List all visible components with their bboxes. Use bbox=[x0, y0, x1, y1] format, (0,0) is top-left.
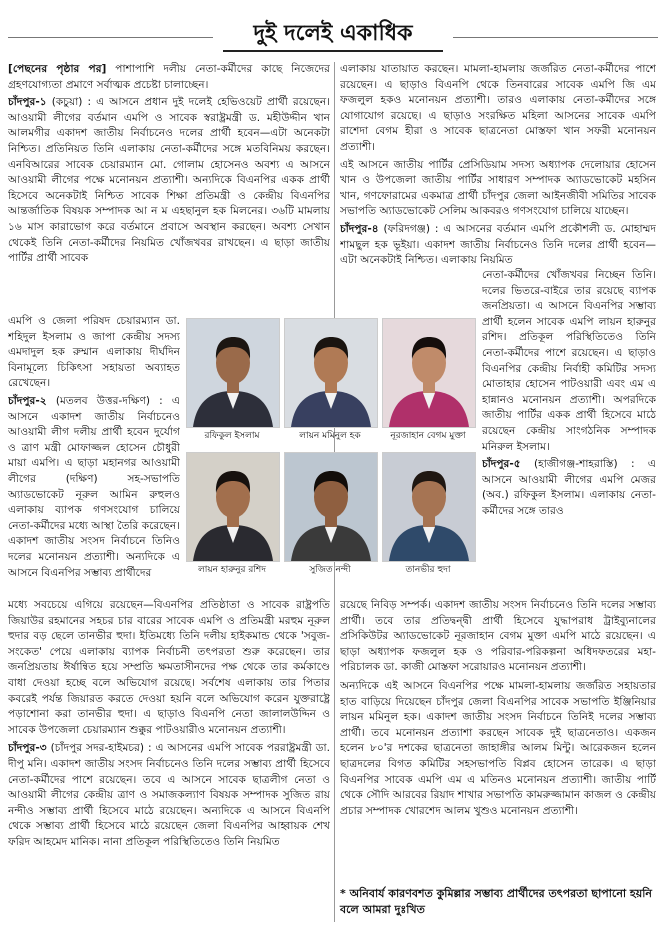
right-narrow-cont: নেতা-কর্মীদের খোঁজখবর নিচ্ছেন তিনি। দলের ভিতরে-বাইরে তার রয়েছে ব্যাপক জনপ্রিয়তা। এ আসনে বিএনপির সম্ভাব্য প্রার্থী হলেন সাবেক এমপি লায়ন হারুনুর রশিদ। প্রতিকূল পরিস্থিতিতেও তিনি নেতা-কর্মীদের পাশে রয়েছেন। এ ছাড়াও বিএনপির কেন্দ্রীয় নির্বাহী কমিটির সদস্য মোতাহার হোসেন পাটওয়ারী এবং এম এ হান্নানও মনোনয়ন প্রত্যাশী। অপরদিকে জাতীয় পার্টির একক প্রার্থী হিসেবে মাঠে রয়েছেন কেন্দ্রীয় সাংগঠনিক সম্পাদক মনিরুল ইসলাম। bbox=[482, 269, 656, 453]
seat3-text: (চাঁদপুর সদর-হাইমচর) : এ আসনের এমপি সাবেক পররাষ্ট্রমন্ত্রী ডা. দীপু মনি। একাদশ জাতীয় সংসদ নির্বাচনেও তিনি দলের সম্ভাব্য প্রার্থী হিসেবে নেতা-কর্মীদের পাশে রয়েছেন। তবে এ আসনে সাবেক ছাত্রলীগ নেতা ও আওয়ামী লীগের কেন্দ্রীয় ত্রাণ ও সমাজকল্যাণ বিষয়ক সম্পাদক সুজিত রায় নন্দীও সম্ভাব্য প্রার্থী হিসেবে মাঠে রয়েছেন। অন্যদিকে এ আসনে বিএনপি থেকে সম্ভাব্য প্রার্থী হিসেবে মাঠে রয়েছেন জেলা বিএনপির আহ্বায়ক শেখ ফরিদ আহমেদ মানিক। নানা প্রতিকূল পরিস্থিতিতেও তিনি নিয়মিত bbox=[8, 742, 330, 848]
portrait-photo bbox=[284, 452, 378, 562]
bottom-right-column bbox=[340, 598, 656, 888]
portrait-silhouette bbox=[187, 453, 279, 561]
portrait-photo bbox=[186, 452, 280, 562]
portrait-photo bbox=[284, 318, 378, 428]
bottom-left-column bbox=[8, 598, 330, 920]
portrait-photo bbox=[382, 318, 476, 428]
seat1-label: চাঁদপুর-১ bbox=[8, 96, 47, 109]
left-narrow-column bbox=[8, 314, 180, 594]
portrait-silhouette bbox=[285, 453, 377, 561]
bottom-left-cont-paragraph: মধ্যে সবচেয়ে এগিয়ে রয়েছেন—বিএনপির প্রতিষ্ঠাতা ও সাবেক রাষ্ট্রপতি জিয়াউর রহমানের সহচর চার বারের সাবেক এমপি ও প্রতিমন্ত্রী মরহুম নূরুল হুদার বড় ছেলে তানভীর হুদা। ইতিমধ্যে তিনি দলীয় হাইকমান্ড থেকে 'সবুজ-সংকেত' পেয়ে এলাকায় ব্যাপক নির্বাচনী তৎপরতা শুরু করেছেন। তার জনপ্রিয়তায় ঈর্ষান্বিত হয়ে সম্প্রতি ক্ষমতাসীনদের পক্ষ থেকে তার কর্মকাণ্ডে বাধা দেওয়া হচ্ছে বলে অভিযোগ রয়েছে। সর্বশেষ এলাকায় তার পিতার কবরেই পর্যন্ত জিয়ারত করতে দেওয়া হয়নি বলে অভিযোগ করেন যুক্তরাষ্ট্রে পড়াশোনা করা তানভীর হুদা। এ ছাড়াও বিএনপি নেতা জালালউদ্দিন ও সাবেক উপজেলা চেয়ারম্যান শুক্কুর পাটওয়ারীও মনোনয়ন প্রত্যাশী। bbox=[8, 599, 330, 736]
seat5-label: চাঁদপুর-৫ bbox=[482, 458, 521, 471]
seat1-text: (কচুয়া) : এ আসনে প্রধান দুই দলেই হেভিওয়েট প্রার্থী রয়েছেন। আওয়ামী লীগের বর্তমান এমপি ও সাবেক স্বরাষ্ট্রমন্ত্রী ড. মহীউদ্দীন খান আলমগীর একাদশ জাতীয় নির্বাচনেও দলের প্রার্থী হবেন—এটা অনেকটা নিশ্চিত। প্রতিনিয়ত তিনি এলাকায় নেতা-কর্মীদের সঙ্গে মতবিনিময় করছেন। এনবিআরের সাবেক চেয়ারম্যান মো. গোলাম হোসেনও অবশ্য এ আসনে আওয়ামী লীগের পক্ষে মনোনয়ন প্রত্যাশী। অন্যদিকে বিএনপির একক প্রার্থী হিসেবে অনেকটাই নিশ্চিত সাবেক শিক্ষা প্রতিমন্ত্রী ও কেন্দ্রীয় বিএনপির আন্তর্জাতিক বিষয়ক সম্পাদক আ ন ম এহছানুল হক মিলনের। ৩৬টি মামলায় ১৬ মাস কারাভোগ করে বর্তমানে প্রবাসে অবস্থান করছেন। অবশ্য সেখান থেকেই তিনি নেতা-কর্মীদের নিয়মিত খোঁজখবর রাখছেন। এ ছাড়া জাতীয় পার্টির প্রার্থী সাবেক bbox=[8, 96, 330, 265]
right-narrow-column bbox=[482, 268, 656, 594]
bottom-right-para2: অন্যদিকে এই আসনে বিএনপির পক্ষে মামলা-হামলায় জর্জরিত সহায়তার হাত বাড়িয়ে দিয়েছেন চাঁদপুর জেলা বিএনপির সাবেক সভাপতি ইঞ্জিনিয়ার লায়ন মমিনুল হক। একাদশ জাতীয় সংসদ নির্বাচনে তিনিই দলের সম্ভাব্য প্রার্থী। তবে মনোনয়ন প্রত্যাশা করছেন সাবেক দুই ছাত্রনেতাও। একজন হলেন ৮০'র দশকের ছাত্রনেতা জাহাঙ্গীর আলম মিন্টু। আরেকজন হলেন ছাত্রদলের বিগত কমিটির সহসভাপতি বিপ্লব হোসেন তারেক। এ ছাড়া বিএনপির সাবেক এমপি এম এ মতিনও মনোনয়ন প্রত্যাশী। জাতীয় পার্টি থেকে সৌদি আরবের রিয়াদ শাখার সভাপতি কামরুজ্জামান কাজল ও কেন্দ্রীয় প্রচার সম্পাদক খোরশেদ আলম খুশুও মনোনয়ন প্রত্যাশী। bbox=[340, 679, 656, 817]
portrait-silhouette bbox=[383, 453, 475, 561]
portrait-photo bbox=[382, 452, 476, 562]
seat3-label: চাঁদপুর-৩ bbox=[8, 742, 47, 755]
lead-paragraph bbox=[8, 62, 330, 93]
seat2-paragraph bbox=[8, 394, 180, 581]
seat3-paragraph bbox=[8, 741, 330, 850]
seat5-text: (হাজীগঞ্জ-শাহরাস্তি) : এ আসনে আওয়ামী লীগের এমপি মেজর (অব.) রফিকুল ইসলাম। এলাকায় নেতা-কর্মীদের সঙ্গে তারও bbox=[482, 458, 656, 517]
photo-caption: লায়ন হারুনুর রশিদ bbox=[198, 565, 266, 575]
headline-rule-left bbox=[8, 37, 213, 38]
headline-area bbox=[8, 4, 658, 54]
seat2-text: (মতলব উত্তর-দক্ষিণ) : এ আসনে একাদশ জাতীয় নির্বাচনেও আওয়ামী লীগ দলীয় প্রার্থী হবেন দুর্যোগ ও ত্রাণ মন্ত্রী মোফাজ্জল হোসেন চৌধুরী মায়া এমপি। এ ছাড়া মহানগর আওয়ামী লীগের (দক্ষিণ) সহ-সভাপতি অ্যাডভোকেট নূরুল আমিন রুহুলও এলাকায় ব্যাপক গণসংযোগ চালিয়ে নেতা-কর্মীদের মধ্যে আস্থা তৈরি করেছেন। একাদশ জাতীয় সংসদ নির্বাচনে তিনিও দলের মনোনয়ন প্রত্যাশী। অন্যদিকে এ আসনে বিএনপির সম্ভাব্য প্রার্থীদের bbox=[8, 394, 180, 579]
photo-caption: সুজিত নন্দী bbox=[309, 565, 351, 575]
headline-underline bbox=[223, 50, 443, 52]
photo-caption: নূরজাহান বেগম মুক্তা bbox=[390, 431, 466, 441]
portrait-silhouette bbox=[383, 319, 475, 427]
headline: দুই দলেই একাধিক bbox=[253, 20, 413, 46]
seat5-paragraph bbox=[482, 457, 656, 519]
bottom-right-cont: রয়েছে নিবিড় সম্পর্ক। একাদশ জাতীয় সংসদ নির্বাচনেও তিনি দলের সম্ভাব্য প্রার্থী। তবে তার প্রতিদ্বন্দ্বী প্রার্থী হিসেবে যুদ্ধাপরাধ ট্রাইব্যুনালের প্রসিকিউটর অ্যাডভোকেট নূরজাহান বেগম মুক্তা এমপি মাঠে রয়েছেন। এ ছাড়া অধ্যাপক ফজলুল হক ও পরিবার-পরিকল্পনা অধিদফতরের মহা-পরিচালক ডা. কাজী মোস্তফা সরোয়ারও মনোনয়ন প্রত্যাশী। bbox=[340, 599, 656, 674]
left-top-column bbox=[8, 62, 330, 307]
notice: * অনিবার্য কারণবশত কুমিল্লার সম্ভাব্য প্রার্থীদের তৎপরতা ছাপানো হয়নি বলে আমরা দুঃখিত bbox=[340, 887, 652, 916]
photo-caption: লায়ন মমিনুল হক bbox=[299, 431, 361, 441]
lead-text: পাশাপাশি দলীয় নেতা-কর্মীদের কাছে নিজেদের গ্রহণযোগ্যতা প্রমাণে সর্বাত্মক প্রচেষ্টা চালাচ্ছেন। bbox=[8, 63, 330, 91]
left-cont-paragraph: এমপি ও জেলা পরিষদ চেয়ারম্যান ডা. শহিদুল ইসলাম ও জাপা কেন্দ্রীয় সদস্য এমদাদুল হক রুম্মান এলাকায় দীর্ঘদিন বিনামূল্যে চিকিৎসা সহায়তা অব্যাহত রেখেছেন। bbox=[8, 315, 180, 390]
portrait-silhouette bbox=[285, 319, 377, 427]
seat4-text: (ফরিদগঞ্জ) : এ আসনের বর্তমান এমপি প্রকৌশলী ড. মোহাম্মদ শামছুল হক ভূইয়া। একাদশ জাতীয় নির্বাচনেও তিনি দলের প্রার্থী হবেন—এটা অনেকটাই নিশ্চিত। এলাকায় নিয়মিত bbox=[340, 222, 656, 267]
seat1-paragraph bbox=[8, 95, 330, 267]
right-cont-paragraph: এলাকায় যাতায়াত করছেন। মামলা-হামলায় জর্জরিত নেতা-কর্মীদের পাশে রয়েছেন। এ ছাড়াও বিএনপি থেকে তিনবারের সাবেক এমপি জি এম ফজলুল হকও মনোনয়ন প্রত্যাশী। তারও এলাকায় নেতা-কর্মীদের সঙ্গে যোগাযোগ রয়েছে। এ ছাড়াও সংরক্ষিত মহিলা আসনের সাবেক এমপি রাশেদা বেগম হীরা ও সাবেক ছাত্রনেতা মোস্তফা খান সফরী মনোনয়ন প্রত্যাশী। bbox=[340, 63, 656, 153]
portrait-photo bbox=[186, 318, 280, 428]
seat4-label: চাঁদপুর-৪ bbox=[340, 222, 379, 235]
continued-label: [পেছনের পৃষ্ঠার পর] bbox=[8, 63, 107, 75]
seat2-label: চাঁদপুর-২ bbox=[8, 394, 47, 407]
photo-caption: রফিকুল ইসলাম bbox=[204, 431, 260, 441]
right-para2: এই আসনে জাতীয় পার্টির প্রেসিডিয়াম সদস্য অধ্যাপক দেলোয়ার হোসেন খান ও উপজেলা জাতীয় পার্টির সাধারণ সম্পাদক অ্যাডভোকেট মহসিন খান, গণফোরামের একমাত্র প্রার্থী চাঁদপুর জেলা আইনজীবী সমিতির সাবেক সভাপতি অ্যাডভোকেট সেলিম আকবরও গণসংযোগ চালিয়ে যাচ্ছেন। bbox=[340, 158, 656, 218]
portrait-silhouette bbox=[187, 319, 279, 427]
seat4-paragraph bbox=[340, 222, 656, 269]
photo-caption: তানভীর হুদা bbox=[405, 565, 451, 575]
headline-rule-right bbox=[453, 37, 658, 38]
